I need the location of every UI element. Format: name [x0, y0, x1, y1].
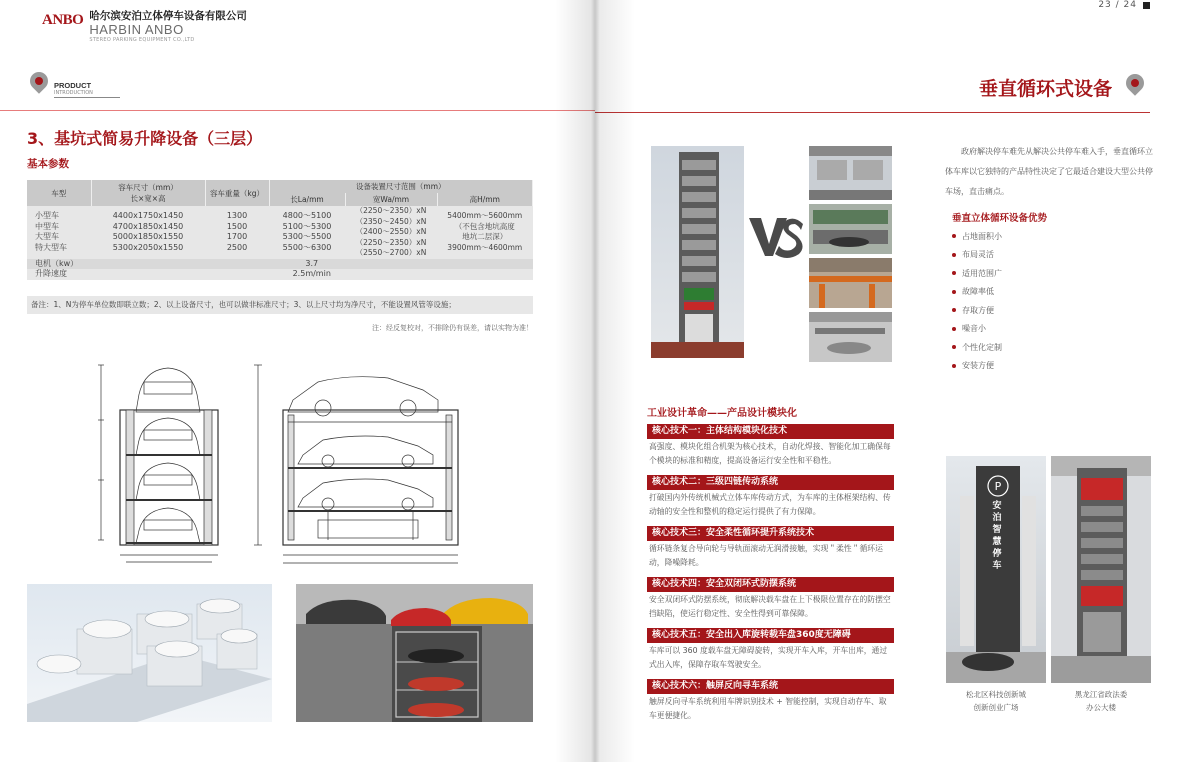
garage-photo — [809, 312, 892, 362]
cell-height: 地坑二层深） — [462, 232, 508, 242]
cell-height: 5400mm～5600mm — [447, 211, 523, 221]
company-name-en: HARBIN ANBO — [89, 22, 184, 37]
location-pin-icon — [28, 72, 50, 98]
list-item: 适用范围广 — [952, 264, 1002, 283]
list-item: 存取方便 — [952, 301, 1002, 320]
tech-block — [647, 424, 894, 468]
tech-block — [647, 475, 894, 519]
product-label: PRODUCT — [54, 81, 92, 90]
right-title: 垂直循环式设备 — [978, 78, 1112, 100]
params-subtitle: 基本参数 — [27, 158, 69, 170]
company-logo — [42, 8, 247, 43]
tech-title: 核心技术二：三级四链传动系统 — [647, 475, 894, 490]
speed-value: 2.5m/min — [91, 269, 533, 280]
header-divider-right — [595, 112, 1150, 113]
cell-width: （2350～2450）xN — [355, 216, 427, 226]
bullet-icon — [952, 327, 956, 331]
tech-body: 循环链条复合导向轮与导轨面滚动无润滑接触，实现＂柔性＂循环运动，降噪降耗。 — [649, 544, 883, 567]
advantages-title: 垂直立体循环设备优势 — [952, 213, 1048, 224]
location-pin-icon — [1124, 74, 1146, 100]
spec-table — [27, 180, 533, 280]
section-title: 3、基坑式简易升降设备（三层） — [27, 129, 263, 148]
garage-photo — [809, 258, 892, 308]
cell-width: （2400～2550）xN — [355, 227, 427, 237]
list-item: 个性化定制 — [952, 338, 1002, 357]
vs-mark — [747, 214, 805, 260]
tech-body: 触屏反向寻车系统利用车牌识别技术 + 智能控制，实现自动存车、取车更便捷化。 — [649, 697, 887, 720]
photo-caption: 黑龙江省政法委 办公大楼 — [1074, 690, 1128, 712]
bullet-icon — [952, 234, 956, 238]
tech-block — [647, 526, 894, 570]
table-row-data — [27, 206, 533, 259]
brand-mark: ANBO — [42, 12, 84, 28]
right-page — [595, 0, 1190, 762]
th-car-size: 容车尺寸（mm） 长×宽×高 — [91, 180, 205, 206]
bullet-icon — [952, 345, 956, 349]
list-item: 占地面积小 — [952, 227, 1002, 246]
cell-type: 大型车 — [35, 232, 59, 242]
list-item: 噪音小 — [952, 320, 1002, 339]
tower-photo — [651, 146, 744, 358]
cell-weight: 2500 — [226, 243, 248, 253]
intro-paragraph: 政府解决停车难先从解决公共停车难入手，垂直循环立体车库以它独特的产品特性决定了它最适合建设大型公共停车场，直击痛点。 — [945, 147, 1153, 196]
front-view-drawing — [98, 360, 238, 570]
garage-photo — [809, 204, 892, 254]
th-width: 宽Wa/mm — [345, 193, 437, 206]
speed-label: 升降速度 — [27, 269, 91, 280]
cell-type: 中型车 — [35, 221, 59, 231]
cell-weight: 1300 — [226, 211, 248, 221]
tech-title: 核心技术六：触屏反向寻车系统 — [647, 679, 894, 694]
list-item: 布局灵活 — [952, 246, 1002, 265]
list-item: 安装方便 — [952, 357, 1002, 376]
svg-text:P: P — [994, 480, 1002, 493]
tech-title: 核心技术四：安全双闭环式防摆系统 — [647, 577, 894, 592]
table-row-speed — [27, 269, 533, 280]
tech-block — [647, 577, 894, 621]
cell-type: 小型车 — [35, 211, 59, 221]
bullet-icon — [952, 271, 956, 275]
tech-title: 核心技术一：主体结构模块化技术 — [647, 424, 894, 439]
tech-body: 车库可以 360 度载车盘无障碍旋转，实现开车入库，开车出库，通过式出入库，保障存取车驾驶安全。 — [649, 646, 888, 669]
bullet-icon — [952, 290, 956, 294]
th-length: 长La/mm — [269, 193, 345, 206]
cell-weight: 1500 — [226, 221, 248, 231]
tech-title: 核心技术三：安全柔性循环提升系统技术 — [647, 526, 894, 541]
bullet-icon — [952, 308, 956, 312]
cell-length: 5100～5300 — [282, 221, 332, 231]
pit-cars-photo — [296, 584, 533, 722]
th-height: 高H/mm — [437, 193, 533, 206]
tech-block — [647, 679, 894, 723]
bullet-icon — [952, 253, 956, 257]
tech-body: 安全双闭环式防摆系统，彻底解决载车盘在上下极限位置存在的防摆空挡缺陷，使运行稳定性、安全性得到可靠保障。 — [649, 595, 891, 618]
tech-body: 打破国内外传统机械式立体车库传动方式，为车库的主体框架结构、传动轴的安全性和整机的稳定运行提供了有力保障。 — [649, 493, 891, 516]
bullet-icon — [952, 364, 956, 368]
garage-photo — [809, 146, 892, 200]
side-view-drawing — [248, 360, 463, 570]
advantages-list — [952, 227, 1002, 375]
introduction-label: INTRODUCTION — [54, 90, 120, 98]
cell-width: （2250～2350）xN — [355, 237, 427, 247]
table-note: 备注：1、N为停车单位数即联立数；2、以上设备尺寸，也可以做非标准尺寸；3、以上尺寸均为净尺寸，不能设置风管等设施； — [27, 296, 533, 314]
cell-height: 3900mm～4600mm — [447, 243, 523, 253]
project-photo-zhengfawei — [1051, 456, 1151, 683]
th-weight: 容车重量（kg） — [205, 180, 269, 206]
cell-size: 5300x2050x1550 — [112, 243, 184, 253]
pit-lift-render-photo — [27, 584, 272, 722]
tech-body: 高强度、模块化组合机架为核心技术，自动化焊接、智能化加工确保每个模块的标准和精度，提高设备运行安全性和平稳性。 — [649, 442, 891, 465]
page-number: 23 / 24 — [1098, 0, 1150, 10]
cell-height: （不包含地坑高度 — [454, 221, 515, 231]
cell-length: 5500～6300 — [282, 243, 332, 253]
company-name-en-sub: STEREO PARKING EQUIPMENT CO.,LTD — [89, 37, 195, 43]
cell-size: 4400x1750x1450 — [112, 211, 184, 221]
photo-caption: 松北区科技创新城 创新创业广场 — [966, 690, 1026, 712]
tech-section-title: 工业设计革命——产品设计模块化 — [647, 408, 797, 419]
motor-value: 3.7 — [91, 259, 533, 270]
th-device-range: 设备装置尺寸范围（mm） — [269, 180, 533, 193]
product-tag — [28, 72, 120, 98]
list-item: 故障率低 — [952, 283, 1002, 302]
motor-label: 电机（kw） — [27, 259, 91, 270]
th-car-type: 车型 — [27, 180, 91, 206]
header-divider — [0, 110, 595, 111]
disclaimer-note: 注：经反复校对，不排除仍有误差，请以实物为准！ — [372, 324, 533, 332]
cell-weight: 1700 — [226, 232, 248, 242]
cell-width: （2250～2350）xN — [355, 206, 427, 215]
tech-title: 核心技术五：安全出入库旋转载车盘360度无障碍 — [647, 628, 894, 643]
table-row-motor — [27, 259, 533, 270]
cell-type: 特大型车 — [35, 243, 67, 253]
cell-width: （2550～2700）xN — [355, 248, 427, 258]
cell-size: 5000x1850x1550 — [112, 232, 184, 242]
cell-length: 4800～5100 — [282, 211, 332, 221]
tower-sign: 安泊智慧停车 — [992, 501, 1002, 571]
page-marker-square — [1143, 2, 1150, 9]
cell-size: 4700x1850x1450 — [112, 221, 184, 231]
cell-length: 5300～5500 — [282, 232, 332, 242]
company-name-cn: 哈尔滨安泊立体停车设备有限公司 — [89, 10, 247, 22]
project-photo-songbei — [946, 456, 1046, 683]
tech-block — [647, 628, 894, 672]
